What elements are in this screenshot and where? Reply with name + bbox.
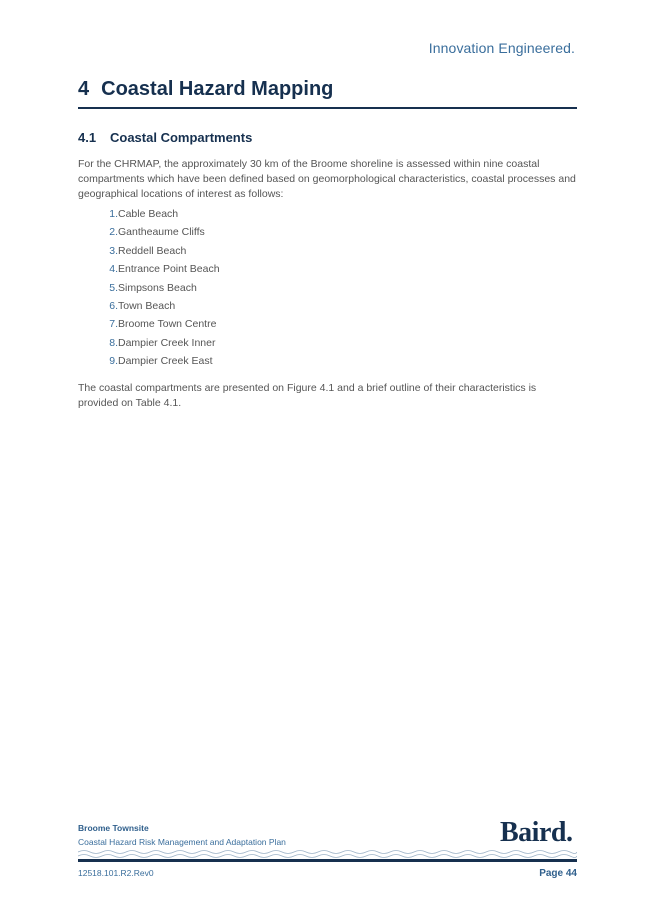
list-item bbox=[78, 281, 220, 299]
footer-report-title: Coastal Hazard Risk Management and Adaptation Plan bbox=[78, 837, 286, 847]
list-item-label: Dampier Creek East bbox=[118, 355, 213, 368]
list-item-label: Town Beach bbox=[118, 299, 176, 312]
page-number: Page 44 bbox=[539, 868, 577, 879]
footer-wave-decoration bbox=[78, 848, 577, 862]
list-item-number: 4. bbox=[109, 263, 118, 276]
list-item-number: 6. bbox=[109, 299, 118, 312]
list-item bbox=[78, 336, 220, 354]
list-item bbox=[78, 299, 220, 317]
list-item bbox=[78, 244, 220, 262]
list-item bbox=[78, 354, 220, 372]
chapter-number: 4 bbox=[78, 78, 90, 100]
list-item-number: 1. bbox=[109, 208, 118, 220]
list-item-label: Dampier Creek Inner bbox=[118, 336, 216, 349]
chapter-heading bbox=[78, 78, 333, 101]
section-title: Coastal Compartments bbox=[110, 130, 253, 145]
outro-paragraph: The coastal compartments are presented on Figure 4.1 and a brief outline of their characteristics is provided on Table 4.1. bbox=[78, 382, 537, 409]
section-heading bbox=[78, 130, 252, 145]
intro-paragraph: For the CHRMAP, the approximately 30 km of the Broome shoreline is assessed within nine coastal compartments which have been defined based on geomorphological characteristics, coastal processes and geographical locations of interest as follows: bbox=[78, 158, 576, 200]
document-code: 12518.101.R2.Rev0 bbox=[78, 868, 154, 878]
list-item-label: Cable Beach bbox=[118, 208, 179, 220]
list-item bbox=[78, 207, 220, 225]
list-item-number: 7. bbox=[109, 318, 118, 331]
list-item-label: Entrance Point Beach bbox=[118, 263, 220, 276]
list-item-number: 3. bbox=[109, 244, 118, 257]
list-item bbox=[78, 262, 220, 280]
chapter-title: Coastal Hazard Mapping bbox=[101, 78, 334, 100]
footer-project-title: Broome Townsite bbox=[78, 823, 149, 833]
list-item-label: Gantheaume Cliffs bbox=[118, 226, 205, 239]
section-number: 4.1 bbox=[78, 130, 97, 145]
compartment-list bbox=[78, 207, 220, 373]
list-item bbox=[78, 317, 220, 335]
header-tagline: Innovation Engineered. bbox=[428, 40, 575, 56]
list-item bbox=[78, 225, 220, 243]
list-item-number: 5. bbox=[109, 281, 118, 294]
baird-logo: Baird. bbox=[500, 817, 573, 848]
list-item-number: 2. bbox=[109, 226, 118, 239]
list-item-label: Simpsons Beach bbox=[118, 281, 197, 294]
chapter-divider bbox=[78, 107, 577, 109]
list-item-label: Reddell Beach bbox=[118, 244, 187, 257]
list-item-label: Broome Town Centre bbox=[118, 318, 217, 331]
list-item-number: 8. bbox=[109, 336, 118, 349]
list-item-number: 9. bbox=[109, 355, 118, 368]
